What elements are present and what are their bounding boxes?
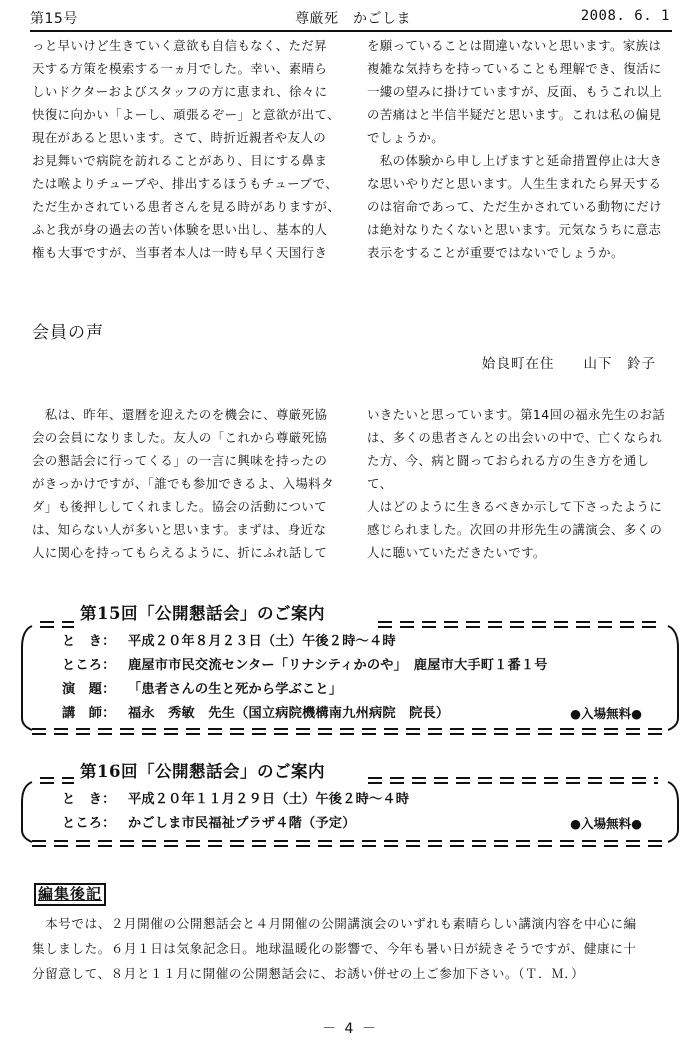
article-column-right: [367, 34, 672, 264]
date-value: 平成２０年８月２３日（土）午後２時～４時: [128, 634, 396, 649]
event-date-row: [62, 630, 396, 649]
issue-date: 2008. 6. 1: [580, 8, 670, 24]
editor-note-title: 編集後記: [34, 883, 106, 906]
voice-column-left: [32, 403, 350, 564]
article-column-left: [32, 34, 350, 264]
voice-column-right: [367, 403, 672, 564]
editor-note-text: 本号では、２月開催の公開懇話会と４月開催の公開講演会のいずれも素晴らしい講演内容を中心に編 集しました。６月１日は気象記念日。地球温暖化の影響で、今年も暑い日が続きそうですが、健康に十 分留意して、８月と１１月に開催の公開懇話会に、お誘い併せの上ご参加下さい。（Ｔ．Ｍ．）: [32, 916, 637, 981]
article-paragraph: を願っていることは間違いないと思います。家族は 複雑な気持ちを持っていることも理解でき、復活に 一縷の望みに掛けていますが、反面、もうこれ以上 の苦痛はと半信半疑だと思います。これは私の偏見 でしょうか。: [367, 38, 663, 145]
topic-label: 演 題：: [62, 682, 116, 697]
place-label: ところ：: [62, 816, 116, 831]
author-byline: 姶良町在住 山下 鈴子: [482, 356, 656, 372]
place-value: 鹿屋市市民交流センター「リナシティかのや」 鹿屋市大手町１番１号: [128, 658, 548, 673]
notice-box-15: [18, 600, 682, 740]
notice-box-16: [18, 758, 682, 850]
date-label: と き：: [62, 792, 116, 807]
page-number: － 4 －: [322, 1021, 378, 1037]
issue-number: 第15号: [30, 11, 78, 27]
notice-heading: 第16回「公開懇話会」のご案内: [76, 758, 329, 782]
speaker-value: 福永 秀敏 先生（国立病院機構南九州病院 院長）: [128, 706, 450, 721]
date-value: 平成２０年１１月２９日（土）午後２時～４時: [128, 792, 410, 807]
notice-heading: 第15回「公開懇話会」のご案内: [76, 600, 329, 624]
voice-text-right: いきたいと思っています。第14回の福永先生のお話 は、多くの患者さんとの出会いの中で、亡くなられ た方、今、病と闘っておられる方の生き方を通して、 人はどのように生きるべきか示して下さったように 感じられました。次回の井形先生の講演会、多くの 人に聴いていただきたいです。: [367, 407, 666, 560]
place-label: ところ：: [62, 658, 116, 673]
event-speaker-row: [62, 702, 449, 721]
topic-value: 「患者さんの生と死から学ぶこと」: [128, 682, 343, 697]
event-date-row: [62, 788, 409, 807]
admission-free-badge: ●入場無料●: [570, 816, 642, 831]
event-place-row: [62, 654, 548, 673]
place-value: かごしま市民福祉プラザ４階（予定）: [128, 816, 356, 831]
date-label: と き：: [62, 634, 116, 649]
speaker-label: 講 師：: [62, 706, 116, 721]
header-rule: [30, 30, 672, 32]
newsletter-title: 尊厳死 かごしま: [295, 11, 411, 27]
article-paragraph: 私の体験から申し上げますと延命措置停止は大き な思いやりだと思います。人生生まれたら昇天する のは宿命であって、ただ生かされている動物にだけ は絶対なりたくないと思います。元気なうちに意志 表示をすることが重要ではないでしょうか。: [367, 153, 663, 260]
section-title: 会員の声: [32, 323, 104, 343]
voice-text-left: 私は、昨年、還暦を迎えたのを機会に、尊厳死協 会の会員になりました。友人の「これから尊厳死協 会の懇話会に行ってくる」の一言に興味を持ったの がきっかけですが、「誰でも参加できるよ、入場料タ ダ」も後押ししてくれました。協会の活動について は、知らない人が多いと思います。まずは、身近な 人に関心を持ってもらえるように、折にふれ話して: [32, 407, 334, 560]
article-text-left: っと早いけど生きていく意欲も自信もなく、ただ昇 天する方策を模索する一ヵ月でした。幸い、素晴ら しいドクターおよびスタッフの方に恵まれ、徐々に 快復に向かい「よーし、頑張るぞー」と意欲が出て、 現在があると思います。さて、時折近親者や友人の お見舞いで病院を訪れることがあり、目にする鼻ま たは喉よりチューブや、排出するほうもチューブで、 ただ生かされている患者さんを見る時がありますが、 ふと我が身の過去の苦い体験を思い出し、基本的人 権も大事ですが、当事者本人は一時も早く天国行き: [32, 38, 341, 260]
event-place-row: [62, 812, 356, 831]
event-topic-row: [62, 678, 342, 697]
page-header: [30, 8, 670, 30]
admission-free-badge: ●入場無料●: [570, 706, 642, 721]
